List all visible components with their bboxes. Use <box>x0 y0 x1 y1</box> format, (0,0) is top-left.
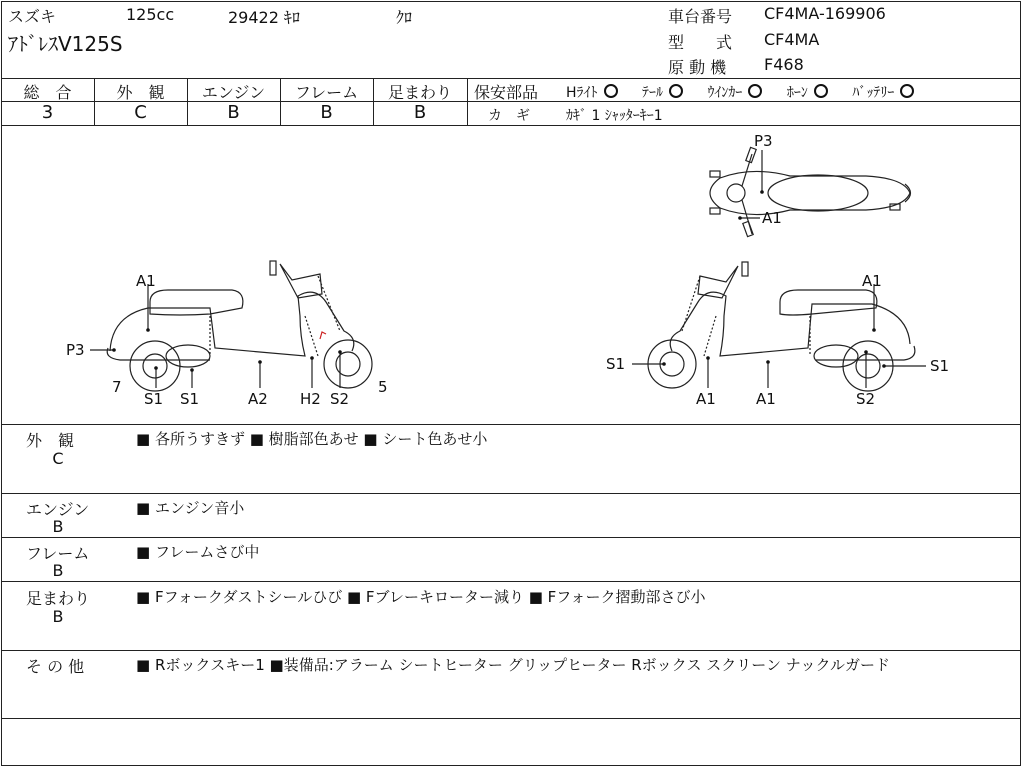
keys-value: ｶｷﾞ 1 ｼｬｯﾀｰｷｰ1 <box>566 108 663 124</box>
keys-label: カ ギ <box>488 108 530 124</box>
safety-label: 保安部品 <box>474 83 539 102</box>
frame-no-label: 車台番号 <box>668 7 733 26</box>
frame-no: CF4MA-169906 <box>764 4 886 23</box>
left-label-5: 5 <box>378 378 388 396</box>
ok-mark-icon <box>748 84 762 98</box>
safety-item-battery: ﾊﾞｯﾃﾘｰ <box>852 85 895 101</box>
grade-engine-label: エンジン <box>201 83 266 102</box>
right-label-s1-rear: S1 <box>930 357 950 375</box>
safety-item-winker: ｳｲﾝｶｰ <box>707 85 743 101</box>
right-label-a1-mid: A1 <box>756 390 776 408</box>
type-label: 型 式 <box>668 33 733 52</box>
type-value: CF4MA <box>764 30 820 49</box>
scooter-top-view <box>710 147 911 236</box>
top-label-p3: P3 <box>754 132 773 150</box>
left-label-7: 7 <box>112 378 122 396</box>
engine-label: 原 動 機 <box>668 58 727 77</box>
top-label-a1: A1 <box>762 209 782 227</box>
grade-frame-value: B <box>320 102 333 123</box>
ok-mark-icon <box>900 84 914 98</box>
right-label-s2: S2 <box>856 390 876 408</box>
color: ｸﾛ <box>396 8 413 27</box>
note-grade: B <box>52 517 64 536</box>
grade-top-rule <box>1 78 1021 79</box>
grade-overall-value: 3 <box>41 102 54 123</box>
safety-item-horn: ﾎｰﾝ <box>786 85 808 101</box>
grade-exterior-value: C <box>134 102 147 123</box>
safety-item-tail: ﾃｰﾙ <box>641 85 663 101</box>
note-category: 外 観 <box>26 431 75 450</box>
engine-value: F468 <box>764 55 804 74</box>
grade-engine-value: B <box>227 102 240 123</box>
note-category: 足まわり <box>26 589 91 608</box>
left-label-a1: A1 <box>136 272 156 290</box>
notes-rule <box>1 493 1021 494</box>
ok-mark-icon <box>814 84 828 98</box>
note-grade: C <box>52 449 64 468</box>
grade-exterior-label: 外 観 <box>116 83 165 102</box>
notes-rule <box>1 537 1021 538</box>
note-text: ■ エンジン音小 <box>136 499 245 517</box>
notes-top-rule <box>1 424 1021 425</box>
model-name: ｱﾄﾞﾚｽV125S <box>8 32 123 56</box>
right-label-a1: A1 <box>862 272 882 290</box>
scooter-diagram <box>0 126 1024 424</box>
safety-item-headlight: Hﾗｲﾄ <box>566 85 598 101</box>
ok-mark-icon <box>604 84 618 98</box>
note-text: ■ Rボックスキー1 ■装備品:アラーム シートヒーター グリップヒーター Rボックス スクリーン ナックルガード <box>136 656 891 674</box>
grade-divider <box>467 78 468 125</box>
displacement: 125cc <box>126 5 175 24</box>
note-category: フレーム <box>26 544 90 563</box>
grade-frame-label: フレーム <box>294 83 359 102</box>
note-text: ■ Fフォークダストシールひび ■ Fブレーキローター減り ■ Fフォーク摺動部さび小 <box>136 588 706 606</box>
note-text: ■ フレームさび中 <box>136 543 260 561</box>
grade-suspension-value: B <box>413 102 427 123</box>
left-label-h2: H2 <box>300 390 321 408</box>
notes-rule <box>1 581 1021 582</box>
left-label-s1b: S1 <box>180 390 200 408</box>
left-label-s2: S2 <box>330 390 350 408</box>
left-label-s1a: S1 <box>144 390 164 408</box>
notes-rule <box>1 718 1021 719</box>
ok-mark-icon <box>669 84 683 98</box>
right-label-s1-front: S1 <box>606 355 626 373</box>
notes-rule <box>1 650 1021 651</box>
note-text: ■ 各所うすきず ■ 樹脂部色あせ ■ シート色あせ小 <box>136 430 488 448</box>
safety-items <box>566 82 920 102</box>
left-label-p3: P3 <box>66 341 85 359</box>
maker: スズキ <box>8 7 57 26</box>
note-grade: B <box>52 561 64 580</box>
grade-overall-label: 総 合 <box>23 83 72 102</box>
mileage: 29422 ｷﾛ <box>228 8 300 27</box>
left-label-a2: A2 <box>248 390 268 408</box>
note-category: そ の 他 <box>26 657 85 676</box>
note-category: エンジン <box>26 500 90 519</box>
note-grade: B <box>52 607 64 626</box>
right-label-a1-front: A1 <box>696 390 716 408</box>
grade-suspension-label: 足まわり <box>387 83 452 102</box>
